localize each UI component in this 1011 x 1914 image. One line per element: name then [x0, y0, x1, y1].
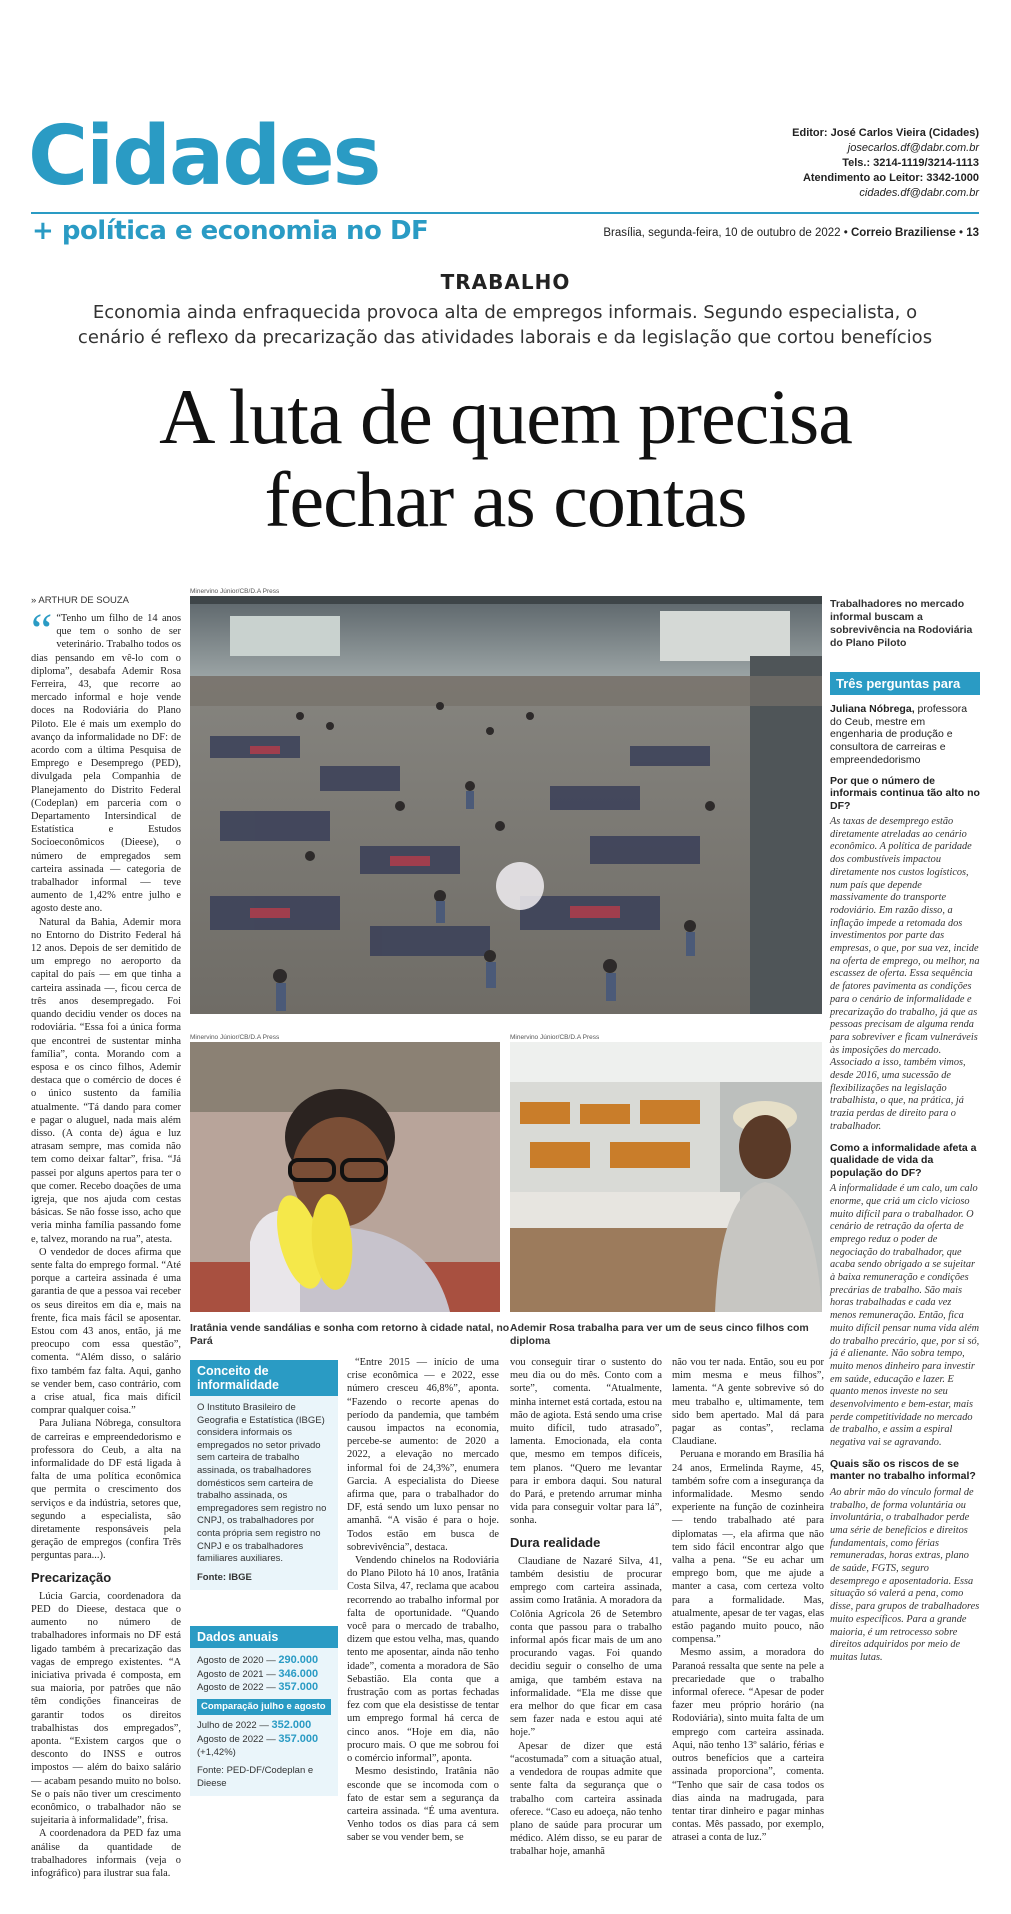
sidebar-intro — [830, 703, 980, 767]
section-title: Cidades — [28, 109, 380, 204]
article-deck: Economia ainda enfraquecida provoca alta de empregos informais. Segundo especialista, o cenário é reflexo da precarização das atividades laborais e da legislação que cortou benefícios — [77, 302, 933, 348]
page-number: 13 — [966, 227, 979, 239]
photo-credit: Minervino Júnior/CB/D.A Press — [190, 1034, 280, 1041]
data-row — [197, 1733, 331, 1747]
data-label: Julho de 2022 — — [197, 1720, 269, 1732]
interviewee-description: professora do Ceub, mestre em engenharia de produção e consultora de carreiras e empreendedorismo — [830, 703, 968, 766]
data-value: 290.000 — [278, 1654, 319, 1666]
section-email[interactable]: cidades.df@dabr.com.br — [859, 187, 979, 199]
drop-quote-mark: “ — [31, 604, 53, 657]
data-label: Agosto de 2021 — — [197, 1668, 276, 1680]
annual-data-title: Dados anuais — [190, 1626, 338, 1648]
paragraph: Mesmo assim, a moradora do Paranoá ressalta que sente na pele a precariedade que o trabalho informal oferece. “Apesar de poder fazer meu próprio horário (na Rodoviária), sinto muita falta de um emprego com carteira assinada. Aqui, não tenho 13º salário, férias e outros benefícios que a carteira assinada proporciona”, comenta. “Tenho que sair de casa todos os dias ainda na madrugada, para tentar tirar dinheiro e pagar minhas contas. Mês passado, por exemplo, atrasei a conta de luz.” — [672, 1647, 824, 1844]
date-text: Brasília, segunda-feira, 10 de outubro de 2022 — [603, 227, 841, 239]
byline: » ARTHUR DE SOUZA — [31, 595, 130, 606]
data-label: Agosto de 2022 — — [197, 1733, 276, 1745]
data-label: Agosto de 2022 — — [197, 1682, 276, 1694]
paragraph: Para Juliana Nóbrega, consultora de carreiras e empreendedorismo e professora do Ceub, a alta na informalidade do DF está ligada à falta de uma política econômica que permita o crescimento dos serviços e da indústria, setores que, segundo a especialista, são diretamente responsáveis pela geração de empregos (confira Três perguntas para...). — [31, 1418, 181, 1562]
sidebar-three-questions — [830, 672, 980, 1665]
article-column-1 — [31, 604, 181, 1880]
comparison-title: Comparação julho e agosto — [197, 1699, 331, 1716]
sidebar-title: Três perguntas para — [830, 672, 980, 695]
answer-2: A informalidade é um calo, um calo enorme, que criá um ciclo vicioso muito difícil para o trabalhador. O cenário de retração da oferta de emprego reduz o poder de negociação do trabalhador, que acaba sendo obrigado a se sujeitar à baixa remuneração e condições precárias de trabalho. São mais horas trabalhadas e cada vez menos remuneração. Então, fica muito difícil pensar numa vida além do trabalho precário, que, por si só, já é alienante. Não sobra tempo, muito menos dinheiro para investir em saúde, educação e lazer. E quanto menos investe no seu desenvolvimento e bem-estar, mais perde competitividade no mercado de trabalho, e assim a espiral negativa vai se agravando. — [830, 1183, 980, 1449]
question-2: Como a informalidade afeta a qualidade de vida da população do DF? — [830, 1141, 977, 1179]
concept-box-text: O Instituto Brasileiro de Geografia e Estatística (IBGE) considera informais os empregados no setor privado sem carteira de trabalho assinada, os trabalhadores domésticos sem carteira de trabalho assinada, os empregadores sem registro no CNPJ, os trabalhadores por conta própria sem registro no CNPJ e os trabalhadores familiares auxiliares. — [197, 1402, 327, 1565]
paragraph: Claudiane de Nazaré Silva, 41, também desistiu de procurar emprego com carteira assinada, assim como Iratânia. A moradora da Colônia Agrícola 26 de Setembro conta que passou para o trabalho informal após ficar mais de um ano procurando vagas. Foi quando decidiu seguir o conselho de uma amiga, que também estava na informalidade. “Ela me disse que era melhor do que ficar em casa sem fazer nada e estou aqui até hoje.” — [510, 1555, 662, 1739]
headline-line-1: A luta de quem precisa — [159, 373, 852, 460]
paragraph: A coordenadora da PED faz uma análise da quantidade de trabalhadores informais (veja o infográfico) para ilustrar sua fala. — [31, 1828, 181, 1880]
data-value: 357.000 — [278, 1681, 319, 1694]
editor-box — [792, 126, 979, 201]
paragraph: Apesar de dizer que está “acostumada” com a situação atual, a vendedora de roupas admite que sente falta da segurança que o trabalho com carteira assinada oferece. “Caso eu adoeça, não tenho plano de saúde para procurar um médico. Além disso, se eu parar de trabalhar hoje, amanhã — [510, 1740, 662, 1858]
paragraph — [31, 604, 181, 916]
paragraph-text: “Tenho um filho de 14 anos que tem o sonho de ser veterinário. Trabalho todos os dias pensando em vê-lo com o diploma”, desabafa Ademir Rosa Ferreira, 43, que recorre ao mercado informal e hoje vende doces na Rodoviária do Plano Piloto. Ele é mais um exemplo do avanço da informalidade no DF: de acordo com a última Pesquisa de Emprego e Desemprego (PED), divulgada pela Companhia de Planejamento do Distrito Federal (Codeplan) em parceria com o Departamento Intersindical de Estatística e Estudos Socioeconômicos (Dieese), o número de empregados sem carteira assinada — categoria de trabalhador informal — teve aumento de 1,42% entre julho e agosto deste ano. — [31, 613, 181, 915]
subhead-dura-realidade: Dura realidade — [510, 1534, 601, 1550]
data-row — [197, 1668, 331, 1682]
data-value: 352.000 — [271, 1719, 312, 1732]
data-label: Agosto de 2020 — — [197, 1655, 276, 1666]
annual-data-source: Fonte: PED-DF/Codeplan e Dieese — [197, 1765, 314, 1789]
newspaper-name: Correio Braziliense — [850, 227, 956, 239]
photo-ademir — [510, 1042, 822, 1312]
paragraph: O vendedor de doces afirma que sente falta do emprego formal. “Até porque a carteira assinada é uma garantia de que a pessoa vai receber os seus direitos em dia e, mais na frente, fica mais fácil se aposentar. Estou com 43 anos, então, já me preocupo com essa questão”, comenta. “Além disso, o salário fixo também faz falta. Aqui, ganho se vender bem, caso contrário, com a crise atual, fica mais difícil comprar qualquer coisa.” — [31, 1246, 181, 1417]
main-photo-market — [190, 596, 822, 1014]
annual-data-body — [190, 1648, 338, 1796]
data-value: 357.000 — [278, 1732, 319, 1745]
article-column-3 — [347, 1356, 499, 1845]
paragraph: Lúcia Garcia, coordenadora da PED do Dieese, destaca que o aumento no número de trabalhadores informais no DF está ligado também à precarização das vagas de emprego existentes. “A iniciativa privada é composta, em sua maioria, por patrões que não têm condições financeiras de garantir todos os direitos trabalhistas dos empregados”, aponta. “Existem cargos que o desconto do INSS e outros impostos — além do baixo salário — acabam pesando muito no bolso. Se o país não tiver um crescimento econômico, o trabalhador não se sujeitaria à informalidade”, frisa. — [31, 1590, 181, 1827]
question-3: Quais são os riscos de se manter no trabalho informal? — [830, 1457, 976, 1483]
percent-change: (+1,42%) — [197, 1746, 236, 1758]
concept-box-source: Fonte: IBGE — [197, 1571, 252, 1583]
photo-credit: Minervino Júnior/CB/D.A Press — [510, 1034, 600, 1041]
data-row — [197, 1681, 331, 1695]
answer-3: Ao abrir mão do vínculo formal de trabalho, de forma voluntária ou involuntária, o trabalhador perde uma série de benefícios e direitos fundamentais, como férias remuneradas, horas extras, plano de saúde, FGTS, seguro desemprego e aposentadoria. Essa situação só valerá a pena, como disse, para grupos de trabalhadores muito específicos. Para a grande maioria, é um retrocesso sobre direitos adquiridos por meio de muitas lutas. — [830, 1486, 980, 1663]
headline-line-2: fechar as contas — [264, 456, 747, 543]
paragraph: Peruana e morando em Brasília há 24 anos, Ermelinda Rayme, 45, também sofre com a insegurança da informalidade. Mesmo sendo experiente na função de cozinheira — tendo trabalhado até para diplomatas —, ela afirma que não tem sido fácil encontrar algo que valha a pena. “Se eu achar um emprego bom, que me ajude a manter a casa, com certeza volto para a formalidade. Mas, atualmente, apesar de ter vagas, elas estão pagando muito pouco, não compensa.” — [672, 1449, 824, 1646]
paragraph: Natural da Bahia, Ademir mora no Entorno do Distrito Federal há 12 anos. Depois de ser demitido de um emprego no aeroporto da capital do país — em que tinha a carteira assinada —, ficou cerca de três anos desempregado. Foi quando decidiu vender os doces na rodoviária. “Essa foi a única forma que encontrei de sustentar minha família”, conta. Morando com a esposa e os cinco filhos, Ademir destaca que o comércio de doces é o único sustento da família atualmente. “Tá dando para comer e pagar o aluguel, nada mais além disso. (A conta de) água e luz atrasam sempre, mas comida não tem como deixar faltar”, frisa. “Já passei por alguns apertos para ter o que comer. Recebo doações de uma igreja, que nos ajuda com cestas básicas. Se não fosse isso, acho que veria minha família passando fome e, talvez, morando na rua”, atesta. — [31, 916, 181, 1245]
photo-ademir-caption: Ademir Rosa trabalha para ver um de seus cinco filhos com diploma — [510, 1322, 809, 1347]
editor-phone: Tels.: 3214-1119/3214-1113 — [842, 157, 979, 169]
reader-service: Atendimento ao Leitor: 3342-1000 — [802, 172, 979, 184]
concept-box — [190, 1360, 338, 1590]
article-column-4 — [510, 1356, 662, 1859]
paragraph: “Entre 2015 — início de uma crise econômica — e 2022, esse número cresceu 46,8%”, aponta. “Fazendo o recorte apenas do período da pandemia, que também causou impactos na economia, percebe-se aumento: de 2020 a 2022, a elevação no mercado informal foi de 24,3%”, enumera Garcia. A especialista do Dieese afirma que, para o trabalhador do DF, está sendo um luxo pensar no amanhã. “A visão é para o hoje. Todos estão em busca de sobrevivência”, destaca. — [347, 1357, 499, 1553]
data-value: 346.000 — [278, 1667, 319, 1680]
photo-iratania — [190, 1042, 500, 1312]
main-photo-caption: Trabalhadores no mercado informal buscam a sobrevivência na Rodoviária do Plano Piloto — [830, 598, 973, 649]
article-column-5 — [672, 1356, 824, 1845]
interviewee-name: Juliana Nóbrega, — [830, 703, 915, 715]
dateline: Brasília, segunda-feira, 10 de outubro de 2022 • Correio Braziliense • 13 — [603, 227, 979, 239]
paragraph: Mesmo desistindo, Iratânia não esconde que se incomoda com o fato de estar sem a segurança da carteira assinada. “É uma aventura. Venho todos os dias para cá sem saber se vou vender bem, se — [347, 1766, 499, 1844]
data-row — [197, 1654, 331, 1668]
article-kicker: TRABALHO — [440, 270, 571, 294]
section-subtitle: + política e economia no DF — [32, 216, 429, 246]
editor-line: Editor: José Carlos Vieira (Cidades) — [792, 127, 979, 139]
editor-email[interactable]: josecarlos.df@dabr.com.br — [847, 142, 979, 154]
concept-box-title: Conceito de informalidade — [190, 1360, 338, 1396]
question-1: Por que o número de informais continua tão alto no DF? — [830, 774, 980, 812]
photo-iratania-caption: Iratânia vende sandálias e sonha com retorno à cidade natal, no Pará — [190, 1322, 510, 1347]
answer-1: As taxas de desemprego estão diretamente atreladas ao cenário econômico. A política de paridade dos combustíveis impactou diretamente nos custos logísticos, num país que depende massivamente do transporte rodoviário. Em razão disso, a inflação impede a retomada dos investimentos por parte das empresas, o que, por sua vez, incide na oferta de emprego, ou melhor, na escassez de oferta. Essa sequência de fatores pavimenta as condições para o cenário de informalidade e precarização do trabalho, já que as pessoas precisam de alguma renda para sobreviver e ficam vulneráveis às imposições do mercado. Associado a isso, também vimos, desde 2016, uma sucessão de flexibilizações na legislação trabalhista, o que, na prática, já trazia perdas de direito para o trabalhador. — [830, 816, 980, 1132]
masthead-rule — [31, 212, 979, 214]
subhead-precarizacao: Precarização — [31, 1569, 112, 1585]
paragraph: não vou ter nada. Então, sou eu por mim mesma e meus filhos”, lamenta. “A gente sobrevive só do meu trabalho e, ultimamente, tem sido bem apertado. Mal dá para pagar as contas”, reclama Claudiane. — [672, 1357, 824, 1448]
annual-data-box — [190, 1626, 338, 1796]
article-headline — [0, 375, 1011, 541]
photo-credit: Minervino Júnior/CB/D.A Press — [190, 588, 280, 595]
paragraph: vou conseguir tirar o sustento do meu dia ou do mês. Conto com a sorte”, comenta. “Atualmente, minha internet está cortada, estou na mão de agiota. Está sendo uma crise muito difícil, tudo atrasado”, lamenta. Emocionada, ela conta que, mesmo em tempos difíceis, tem planos. “Quero me levantar para ir embora daqui. Sou natural do Pará, e pretendo arrumar minha vida para conseguir voltar para lá”, sonha. — [510, 1357, 662, 1527]
paragraph: Vendendo chinelos na Rodoviária do Plano Piloto há 10 anos, Iratânia Costa Silva, 47, reclama que acabou recorrendo ao trabalho informal por falta de oportunidade. “Quando você para o mercado de trabalho, dizem que estou velha, mas, quando tento me aposentar, ainda não tenho idade”, comenta a moradora de São Sebastião. Ela conta que a frustração com as portas fechadas fez com que ela desistisse de tentar um emprego formal há cerca de cinco anos. “Hoje em dia, não procuro mais. O que me sobrou foi o comércio informal”, aponta. — [347, 1555, 499, 1765]
data-row — [197, 1719, 331, 1733]
